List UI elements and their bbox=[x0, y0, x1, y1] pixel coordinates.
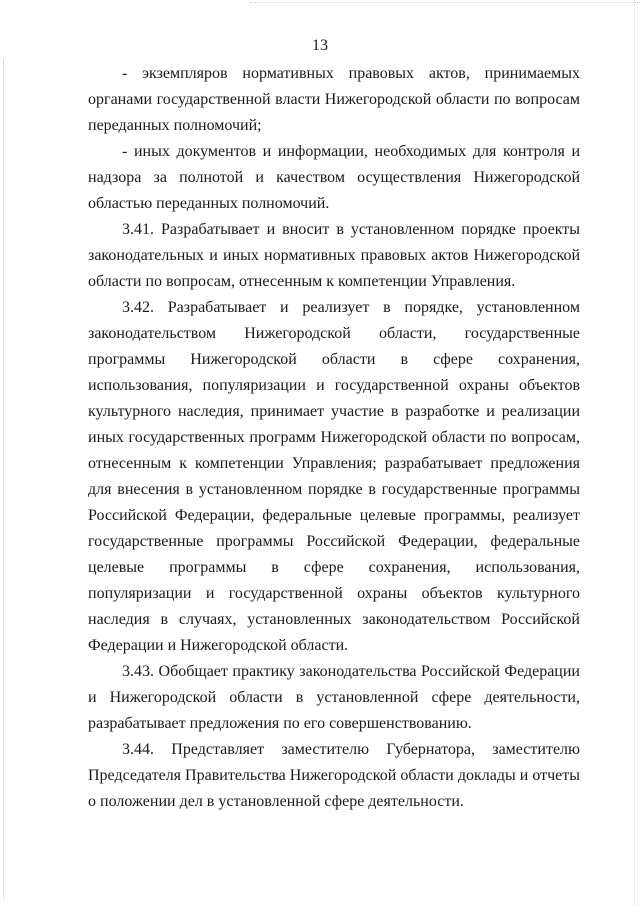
paragraph-3-42: 3.42. Разрабатывает и реализует в порядке, установленном законодательством Нижегородской области, государственные программы Нижегородской области в сфере сохранения, использования, популяризации и государственной охраны объектов культурного наследия, принимает участие в разработке и реализации иных государственных программ Нижегородской области по вопросам, отнесенным к компетенции Управления; разрабатывает предложения для внесения в установленном порядке в государственные программы Российской Федерации, федеральные целевые программы, реализует государственные программы Российской Федерации, федеральные целевые программы в сфере сохранения, использования, популяризации и государственной охраны объектов культурного наследия в случаях, установленных законодательством Российской Федерации и Нижегородской области. bbox=[88, 299, 580, 654]
document-body bbox=[88, 61, 580, 815]
paragraph-3-43: 3.43. Обобщает практику законодательства Российской Федерации и Нижегородской области в установленной сфере деятельности, разрабатывает предложения по его совершенствованию. bbox=[88, 663, 580, 732]
scan-edge-left bbox=[3, 60, 5, 900]
paragraph-other-documents: - иных документов и информации, необходимых для контроля и надзора за полнотой и качеством осуществления Нижегородской областью переданных полномочий. bbox=[88, 143, 580, 212]
paragraph-3-44: 3.44. Представляет заместителю Губернатора, заместителю Председателя Правительства Нижегородской области доклады и отчеты о положении дел в установленной сфере деятельности. bbox=[88, 741, 580, 810]
page-number: 13 bbox=[312, 37, 328, 54]
paragraph-copies-of-acts: - экземпляров нормативных правовых актов, принимаемых органами государственной власти Нижегородской области по вопросам переданных полномочий; bbox=[88, 65, 580, 134]
scan-edge-top bbox=[250, 2, 640, 4]
scan-edge-right bbox=[634, 0, 636, 905]
paragraph-3-41: 3.41. Разрабатывает и вносит в установленном порядке проекты законодательных и иных нормативных правовых актов Нижегородской области по вопросам, отнесенным к компетенции Управления. bbox=[88, 221, 580, 290]
